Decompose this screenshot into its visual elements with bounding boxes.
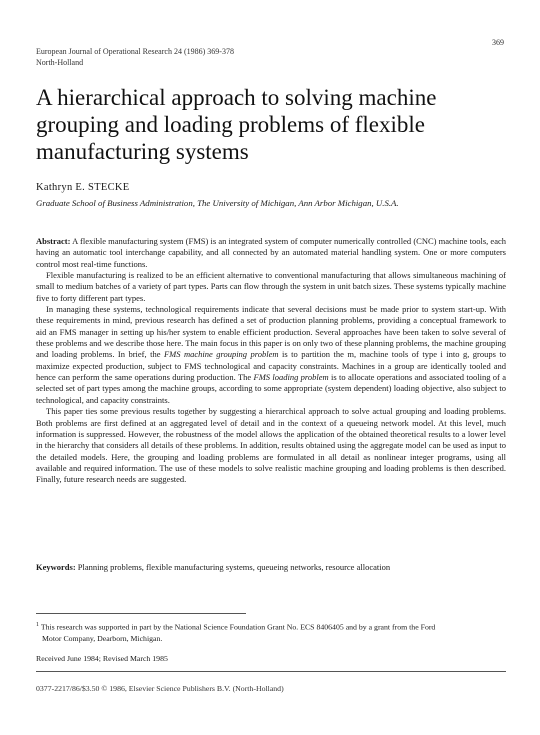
abstract [36, 236, 506, 486]
bottom-divider [36, 671, 506, 672]
abstract-text-3c: is to allocate operations and associated tooling of a selected set of part types among the machine groups, according to some appropriate (system dependent) loading objective, also subject to technological, and capacity constraints. [36, 372, 507, 405]
abstract-text-3a: In managing these systems, technological requirements indicate that several decisions must be made prior to system start-up. With these requirements in mind, previous research has defined a set of production planning problems, providing a conceptual framework to aid an FMS manager in setting up his/her system to enable efficient production. Several approaches have been taken to solve several of these problems and we describe those here. The main focus in this paper is on only two of these planning problems, the machine grouping and loading problems. In brief, the [36, 304, 506, 360]
abstract-text-3b: is to partition the m, machine tools of type i into g, groups to maximize expected production, subject to FMS technological and capacity constraints. Machines in a group are identically tooled and hence can perform the same operations during production. The [36, 349, 507, 383]
footnote-marker: 1 [36, 622, 39, 628]
footnote-line-2: Motor Company, Dearborn, Michigan. [42, 633, 163, 643]
footnote-line-1 [36, 620, 506, 633]
author-name: Kathryn E. STECKE [36, 182, 130, 193]
term-grouping-problem: FMS machine grouping problem [163, 349, 279, 360]
abstract-text-1: A flexible manufacturing system (FMS) is an integrated system of computer numerically controlled (CNC) machine tools, each having an automatic tool interchange capability, and all connected by an automated material handling system. One or more computers control most real-time functions. [36, 236, 507, 269]
keywords-label: Keywords: [36, 562, 76, 572]
author-affiliation: Graduate School of Business Administration, The University of Michigan, Ann Arbor Michigan, U.S.A. [36, 198, 399, 208]
abstract-paragraph-2: Flexible manufacturing is realized to be an efficient alternative to conventional manufacturing that allows simultaneous machining of small to medium batches of a variety of part types. Parts can flow through the system in unit batch sizes. These systems typically machine five to forty different part types. [36, 270, 506, 303]
term-loading-problem: FMS loading problem [253, 372, 329, 383]
keywords-text: Planning problems, flexible manufacturing systems, queueing networks, resource allocation [77, 562, 391, 572]
received-dates: Received June 1984; Revised March 1985 [36, 654, 168, 663]
copyright-line: 0377-2217/86/$3.50 © 1986, Elsevier Science Publishers B.V. (North-Holland) [36, 684, 284, 693]
journal-citation: European Journal of Operational Research 24 (1986) 369-378 [36, 47, 234, 56]
footnote-divider [36, 613, 246, 614]
page-number: 369 [492, 38, 504, 47]
publisher-name: North-Holland [36, 58, 84, 67]
abstract-paragraph-1 [36, 236, 506, 270]
abstract-paragraph-3 [36, 304, 506, 406]
abstract-paragraph-4: This paper ties some previous results together by suggesting a hierarchical approach to solve actual grouping and loading problems. Both problems are first defined at an aggregated level of detail and in the context of a queueing network model. At this level, much information is suppressed. However, the robustness of the model allows the application of the obtained theoretical results to a lower level in the hierarchy that considers all details of these problems. In addition, results obtained using the aggregate model can be used as input to the detailed models. Here, the grouping and loading problems are formulated in all detail as nonlinear integer programs, using all available and required information. The use of these models to solve realistic machine grouping and loading problems is then described. Finally, future research needs are suggested. [36, 406, 506, 485]
abstract-label: Abstract: [36, 236, 71, 246]
paper-title: A hierarchical approach to solving machine grouping and loading problems of flexible manufacturing systems [36, 85, 437, 164]
keywords [36, 562, 506, 572]
footnote-text-1: This research was supported in part by the National Science Foundation Grant No. ECS 8406405 and by a grant from the Ford [40, 622, 436, 632]
journal-header [36, 46, 234, 68]
footnote [36, 620, 506, 644]
